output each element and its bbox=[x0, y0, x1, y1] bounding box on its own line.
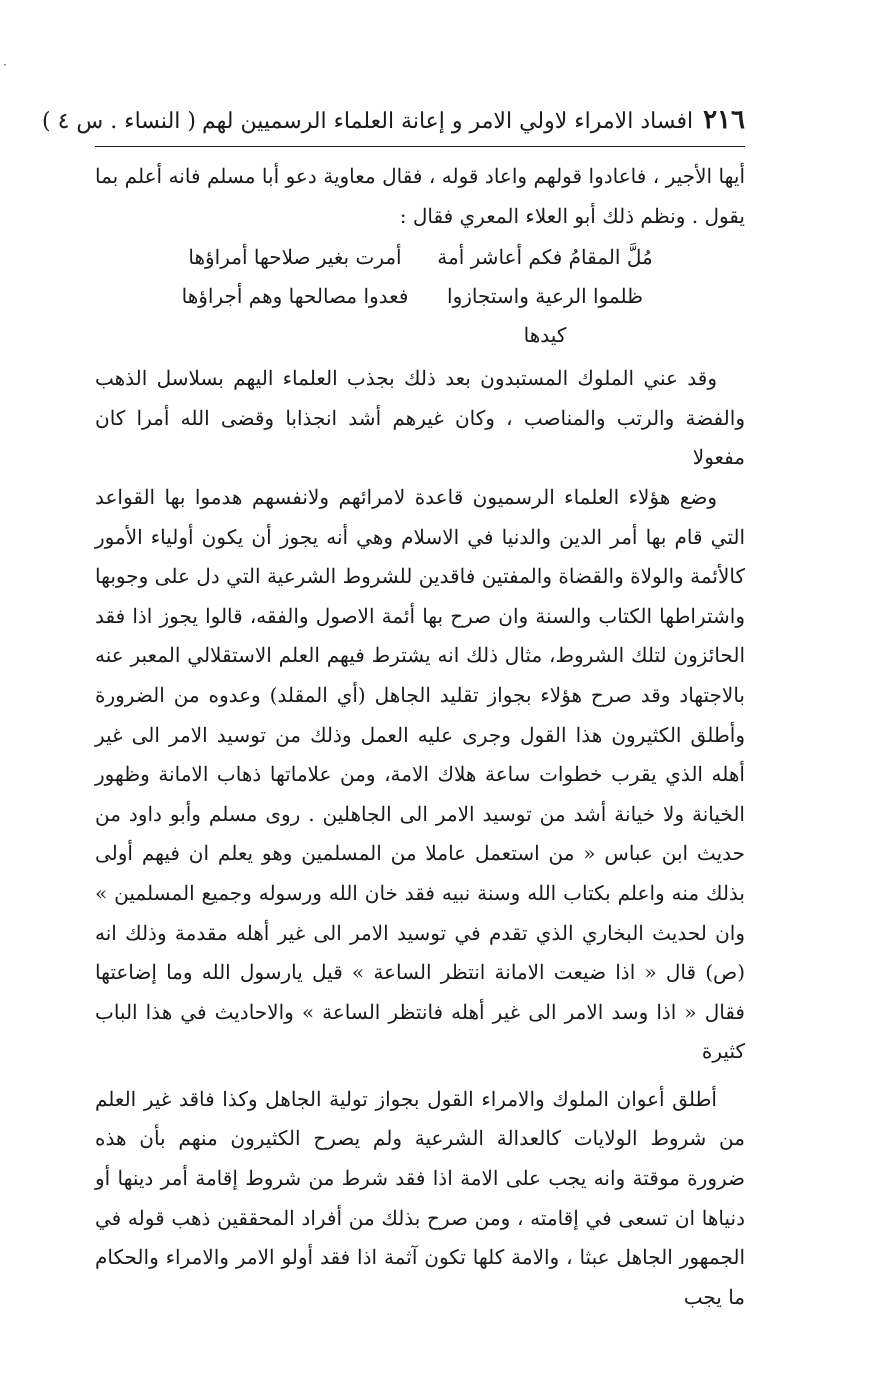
running-header bbox=[42, 100, 745, 144]
page-number: ٢١٦ bbox=[703, 105, 745, 135]
poem bbox=[95, 238, 745, 355]
paragraph-helpers: أطلق أعوان الملوك والامراء القول بجواز تولية الجاهل وكذا فاقد غير العلم من شروط الولايات كالعدالة الشرعية ولم يصرح الكثيرون منهم بأن هذه ضرورة موقتة وانه يجب على الامة اذا فقد شرط من شروط إقامة أمر دينها أو دنياها ان تسعى في إقامته ، ومن صرح بذلك من أفراد المحققين ذهب قوله في الجمهور الجاهل عبثا ، والامة كلها تكون آثمة اذا فقد أولو الامر والامراء والحكام ما يجب bbox=[95, 1086, 745, 1309]
poem-verse bbox=[95, 277, 745, 355]
verse-first-hemistich: مُلَّ المقامُ فكم أعاشر أمة bbox=[437, 245, 653, 270]
verse-first-hemistich: ظلموا الرعية واستجازوا كيدها bbox=[447, 284, 643, 348]
scan-speck: · bbox=[3, 58, 7, 72]
header-rule bbox=[95, 146, 745, 147]
book-page bbox=[42, 100, 745, 1317]
header-title: افساد الامراء لاولي الامر و إعانة العلماء الرسميين لهم bbox=[201, 109, 694, 134]
paragraph-intro: أيها الأجير ، فاعادوا قولهم واعاد قوله ، فقال معاوية دعو أبا مسلم فانه أعلم بما يقول . ونظم ذلك أبو العلاء المعري فقال : bbox=[95, 164, 745, 228]
paragraph-rule-of-scholars: وضع هؤلاء العلماء الرسميون قاعدة لامرائهم ولانفسهم هدموا بها القواعد التي قام بها أمر الدين والدنيا في الاسلام وهي أنه يجوز أن يكون أولياء الأمور كالأئمة والولاة والقضاة والمفتين فاقدين للشروط الشرعية التي دل على وجوبها واشتراطها الكتاب والسنة وان صرح بها أئمة الاصول والفقه، قالوا يجوز اذا فقد الحائزون لتلك الشروط، مثال ذلك انه يشترط فيهم العلم الاستقلالي المعبر عنه بالاجتهاد وقد صرح هؤلاء بجواز تقليد الجاهل (أي المقلد) وعدوه من الضرورة وأطلق الكثيرون هذا القول وجرى عليه العمل وذلك من توسيد الامر الى غير أهله الذي يقرب خطوات ساعة هلاك الامة، ومن علاماتها ذهاب الامانة وظهور الخيانة ولا خيانة أشد من توسيد الامر الى الجاهلين . روى مسلم وأبو داود من حديث ابن عباس « من استعمل عاملا من المسلمين وهو يعلم ان فيهم أولى بذلك منه واعلم بكتاب الله وسنة نبيه فقد خان الله ورسوله وجميع المسلمين » وان لحديث البخاري الذي تقدم في توسيد الامر الى غير أهله مقدمة وذلك انه (ص) قال « اذا ضيعت الامانة انتظر الساعة » قيل يارسول الله وما إضاعتها فقال « اذا وسد الامر الى غير أهله فانتظر الساعة » والاحاديث في هذا الباب كثيرة bbox=[95, 484, 745, 1064]
paragraph-kings: وقد عني الملوك المستبدون بعد ذلك بجذب العلماء اليهم بسلاسل الذهب والفضة والرتب والمناصب ، وكان غيرهم أشد انجذابا وقضى الله أمرا كان مفعولا bbox=[95, 366, 745, 470]
poem-verse bbox=[95, 238, 745, 277]
verse-second-hemistich: أمرت بغير صلاحها أمراؤها bbox=[188, 245, 402, 270]
verse-second-hemistich: فعدوا مصالحها وهم أجراؤها bbox=[181, 284, 409, 309]
section-reference: ( النساء . س ٤ ) bbox=[42, 109, 196, 134]
